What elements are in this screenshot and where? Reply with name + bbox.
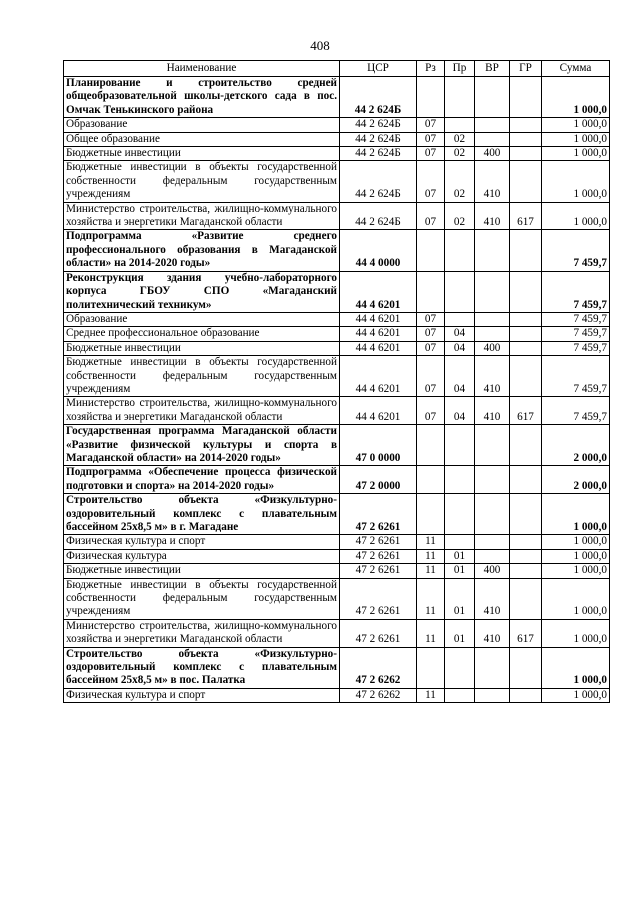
- cell-sum: 1 000,0: [542, 202, 610, 230]
- cell-csr: 44 4 6201: [340, 327, 417, 341]
- cell-sum: 1 000,0: [542, 132, 610, 146]
- table-row: [64, 494, 610, 535]
- cell-sum: 1 000,0: [542, 147, 610, 161]
- budget-table: [63, 60, 610, 703]
- cell-csr: 47 0 0000: [340, 425, 417, 466]
- cell-rz: 07: [417, 341, 445, 355]
- cell-name: Бюджетные инвестиции: [64, 147, 340, 161]
- cell-csr: 44 4 6201: [340, 312, 417, 326]
- table-row: [64, 327, 610, 341]
- cell-csr: 47 2 6261: [340, 494, 417, 535]
- cell-name: Министерство строительства, жилищно-коммунального хозяйства и энергетики Магаданской области: [64, 619, 340, 647]
- cell-vr: [475, 688, 510, 702]
- cell-rz: 11: [417, 688, 445, 702]
- cell-rz: [417, 230, 445, 271]
- cell-sum: 7 459,7: [542, 230, 610, 271]
- cell-csr: 47 2 6262: [340, 688, 417, 702]
- cell-rz: 11: [417, 549, 445, 563]
- cell-gr: [510, 647, 542, 688]
- cell-pr: [445, 535, 475, 549]
- cell-gr: [510, 132, 542, 146]
- table-row: [64, 549, 610, 563]
- cell-gr: [510, 118, 542, 132]
- cell-sum: 7 459,7: [542, 271, 610, 312]
- cell-csr: 47 2 6261: [340, 549, 417, 563]
- cell-gr: [510, 425, 542, 466]
- cell-vr: [475, 466, 510, 494]
- cell-name: Образование: [64, 312, 340, 326]
- cell-sum: 1 000,0: [542, 549, 610, 563]
- cell-name: Бюджетные инвестиции: [64, 564, 340, 578]
- cell-csr: 44 2 624Б: [340, 132, 417, 146]
- table-row: [64, 202, 610, 230]
- table-row: [64, 77, 610, 118]
- cell-pr: 02: [445, 132, 475, 146]
- cell-vr: [475, 647, 510, 688]
- cell-pr: [445, 230, 475, 271]
- cell-rz: [417, 466, 445, 494]
- column-header-vr: ВР: [475, 61, 510, 77]
- cell-vr: [475, 271, 510, 312]
- table-row: [64, 578, 610, 619]
- cell-sum: 2 000,0: [542, 425, 610, 466]
- cell-gr: 617: [510, 397, 542, 425]
- cell-pr: [445, 494, 475, 535]
- cell-gr: [510, 494, 542, 535]
- column-header-sum: Сумма: [542, 61, 610, 77]
- column-header-csr: ЦСР: [340, 61, 417, 77]
- cell-pr: 02: [445, 147, 475, 161]
- cell-sum: 7 459,7: [542, 356, 610, 397]
- cell-vr: 400: [475, 147, 510, 161]
- cell-gr: [510, 578, 542, 619]
- cell-rz: [417, 425, 445, 466]
- cell-sum: 1 000,0: [542, 564, 610, 578]
- cell-sum: 1 000,0: [542, 647, 610, 688]
- cell-vr: [475, 118, 510, 132]
- table-row: [64, 341, 610, 355]
- cell-rz: [417, 494, 445, 535]
- cell-csr: 47 2 6261: [340, 619, 417, 647]
- cell-rz: 07: [417, 147, 445, 161]
- cell-vr: 400: [475, 564, 510, 578]
- cell-name: Строительство объекта «Физкультурно-оздоровительный комплекс с плавательным бассейном 25х8,5 м» в г. Магадане: [64, 494, 340, 535]
- cell-vr: [475, 77, 510, 118]
- cell-rz: 07: [417, 202, 445, 230]
- cell-vr: 400: [475, 341, 510, 355]
- cell-vr: 410: [475, 397, 510, 425]
- cell-csr: 47 2 6261: [340, 564, 417, 578]
- cell-name: Подпрограмма «Развитие среднего профессионального образования в Магаданской области» на 2014-2020 годы»: [64, 230, 340, 271]
- table-header-row: [64, 61, 610, 77]
- cell-pr: 01: [445, 619, 475, 647]
- cell-vr: 410: [475, 356, 510, 397]
- cell-csr: 44 2 624Б: [340, 118, 417, 132]
- cell-gr: [510, 327, 542, 341]
- table-row: [64, 397, 610, 425]
- cell-sum: 1 000,0: [542, 535, 610, 549]
- cell-name: Планирование и строительство средней общеобразовательной школы-детского сада в пос. Омчак Тенькинского района: [64, 77, 340, 118]
- table-row: [64, 619, 610, 647]
- cell-pr: [445, 647, 475, 688]
- cell-name: Министерство строительства, жилищно-коммунального хозяйства и энергетики Магаданской области: [64, 397, 340, 425]
- cell-vr: [475, 230, 510, 271]
- table-row: [64, 147, 610, 161]
- table-row: [64, 356, 610, 397]
- cell-gr: [510, 688, 542, 702]
- page-number: 408: [310, 38, 330, 53]
- table-row: [64, 161, 610, 202]
- column-header-rz: Рз: [417, 61, 445, 77]
- cell-rz: 11: [417, 564, 445, 578]
- cell-sum: 7 459,7: [542, 312, 610, 326]
- cell-csr: 47 2 6262: [340, 647, 417, 688]
- cell-gr: [510, 312, 542, 326]
- cell-pr: 04: [445, 327, 475, 341]
- cell-sum: 1 000,0: [542, 494, 610, 535]
- cell-name: Бюджетные инвестиции в объекты государственной собственности федеральным государственным учреждениям: [64, 356, 340, 397]
- cell-csr: 44 4 6201: [340, 341, 417, 355]
- table-row: [64, 688, 610, 702]
- cell-rz: 07: [417, 161, 445, 202]
- cell-vr: [475, 425, 510, 466]
- cell-sum: 1 000,0: [542, 118, 610, 132]
- cell-name: Подпрограмма «Обеспечение процесса физической подготовки и спорта» на 2014-2020 годы»: [64, 466, 340, 494]
- cell-pr: [445, 425, 475, 466]
- cell-sum: 1 000,0: [542, 578, 610, 619]
- cell-gr: [510, 161, 542, 202]
- cell-gr: [510, 535, 542, 549]
- cell-gr: [510, 271, 542, 312]
- table-row: [64, 564, 610, 578]
- table-body: [64, 77, 610, 703]
- cell-name: Физическая культура: [64, 549, 340, 563]
- cell-name: Образование: [64, 118, 340, 132]
- cell-gr: 617: [510, 619, 542, 647]
- cell-gr: [510, 356, 542, 397]
- cell-pr: [445, 271, 475, 312]
- cell-rz: 07: [417, 132, 445, 146]
- cell-gr: 617: [510, 202, 542, 230]
- cell-csr: 44 2 624Б: [340, 77, 417, 118]
- cell-rz: [417, 77, 445, 118]
- cell-name: Физическая культура и спорт: [64, 688, 340, 702]
- cell-sum: 1 000,0: [542, 77, 610, 118]
- cell-vr: [475, 132, 510, 146]
- table-row: [64, 271, 610, 312]
- cell-sum: 1 000,0: [542, 161, 610, 202]
- cell-csr: 44 4 6201: [340, 356, 417, 397]
- cell-vr: [475, 327, 510, 341]
- cell-vr: [475, 549, 510, 563]
- cell-rz: 07: [417, 312, 445, 326]
- cell-gr: [510, 341, 542, 355]
- cell-name: Реконструкция здания учебно-лабораторного корпуса ГБОУ СПО «Магаданский политехнический техникум»: [64, 271, 340, 312]
- cell-pr: 02: [445, 202, 475, 230]
- cell-pr: [445, 77, 475, 118]
- column-header-name: Наименование: [64, 61, 340, 77]
- cell-gr: [510, 230, 542, 271]
- cell-csr: 44 2 624Б: [340, 202, 417, 230]
- table-row: [64, 466, 610, 494]
- cell-vr: [475, 535, 510, 549]
- cell-name: Бюджетные инвестиции в объекты государственной собственности федеральным государственным учреждениям: [64, 578, 340, 619]
- cell-sum: 7 459,7: [542, 327, 610, 341]
- cell-sum: 1 000,0: [542, 688, 610, 702]
- cell-pr: [445, 312, 475, 326]
- cell-name: Общее образование: [64, 132, 340, 146]
- cell-gr: [510, 466, 542, 494]
- cell-sum: 7 459,7: [542, 341, 610, 355]
- table-row: [64, 535, 610, 549]
- cell-rz: 11: [417, 619, 445, 647]
- cell-vr: 410: [475, 161, 510, 202]
- cell-name: Строительство объекта «Физкультурно-оздоровительный комплекс с плавательным бассейном 25х8,5 м» в пос. Палатка: [64, 647, 340, 688]
- cell-name: Бюджетные инвестиции в объекты государственной собственности федеральным государственным учреждениям: [64, 161, 340, 202]
- cell-pr: [445, 118, 475, 132]
- cell-name: Министерство строительства, жилищно-коммунального хозяйства и энергетики Магаданской области: [64, 202, 340, 230]
- cell-pr: 04: [445, 397, 475, 425]
- cell-pr: 04: [445, 341, 475, 355]
- cell-csr: 44 4 6201: [340, 271, 417, 312]
- cell-pr: 01: [445, 578, 475, 619]
- cell-csr: 47 2 6261: [340, 535, 417, 549]
- cell-csr: 44 2 624Б: [340, 147, 417, 161]
- cell-pr: [445, 466, 475, 494]
- cell-name: Среднее профессиональное образование: [64, 327, 340, 341]
- cell-rz: 07: [417, 118, 445, 132]
- table-row: [64, 647, 610, 688]
- cell-csr: 44 2 624Б: [340, 161, 417, 202]
- cell-gr: [510, 564, 542, 578]
- cell-vr: 410: [475, 202, 510, 230]
- cell-sum: 1 000,0: [542, 619, 610, 647]
- cell-gr: [510, 147, 542, 161]
- cell-rz: 11: [417, 535, 445, 549]
- table-row: [64, 230, 610, 271]
- cell-name: Бюджетные инвестиции: [64, 341, 340, 355]
- cell-vr: [475, 312, 510, 326]
- cell-rz: 11: [417, 578, 445, 619]
- cell-vr: 410: [475, 578, 510, 619]
- cell-pr: 01: [445, 564, 475, 578]
- cell-sum: 7 459,7: [542, 397, 610, 425]
- table-row: [64, 425, 610, 466]
- cell-vr: [475, 494, 510, 535]
- cell-csr: 44 4 6201: [340, 397, 417, 425]
- cell-rz: 07: [417, 397, 445, 425]
- cell-rz: 07: [417, 327, 445, 341]
- cell-rz: 07: [417, 356, 445, 397]
- cell-pr: 04: [445, 356, 475, 397]
- cell-sum: 2 000,0: [542, 466, 610, 494]
- cell-gr: [510, 549, 542, 563]
- table-row: [64, 118, 610, 132]
- cell-name: Физическая культура и спорт: [64, 535, 340, 549]
- column-header-pr: Пр: [445, 61, 475, 77]
- cell-csr: 44 4 0000: [340, 230, 417, 271]
- cell-pr: 01: [445, 549, 475, 563]
- table-row: [64, 132, 610, 146]
- cell-name: Государственная программа Магаданской области «Развитие физической культуры и спорта в Магаданской области» на 2014-2020 годы»: [64, 425, 340, 466]
- cell-pr: [445, 688, 475, 702]
- cell-rz: [417, 271, 445, 312]
- cell-pr: 02: [445, 161, 475, 202]
- cell-csr: 47 2 0000: [340, 466, 417, 494]
- table-row: [64, 312, 610, 326]
- cell-rz: [417, 647, 445, 688]
- column-header-gr: ГР: [510, 61, 542, 77]
- cell-vr: 410: [475, 619, 510, 647]
- cell-csr: 47 2 6261: [340, 578, 417, 619]
- cell-gr: [510, 77, 542, 118]
